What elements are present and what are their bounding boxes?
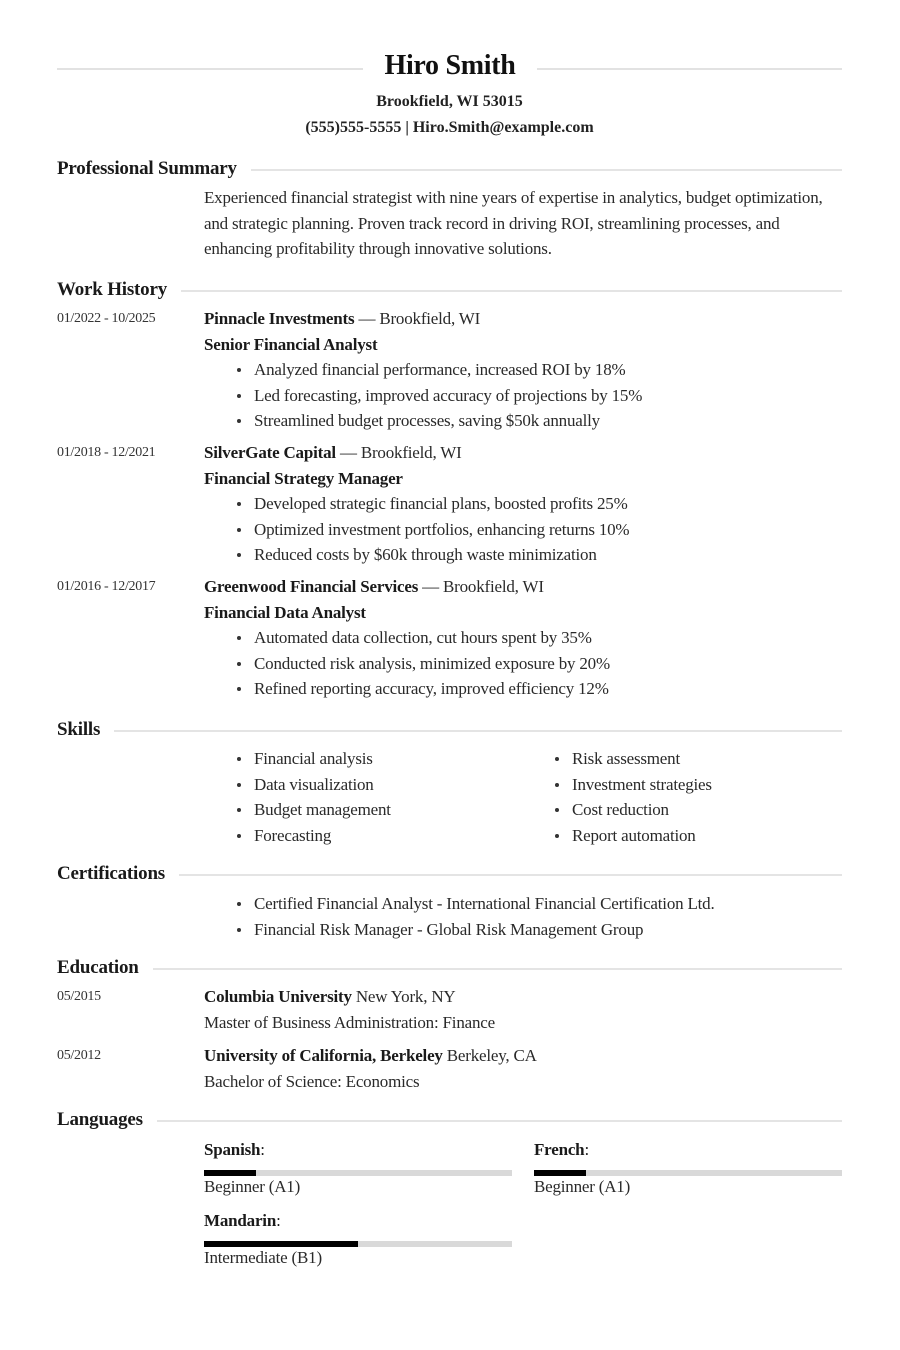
- language-item: [204, 1138, 512, 1198]
- skill-item: Budget management: [204, 797, 522, 823]
- job-location: Brookfield, WI: [379, 309, 481, 328]
- job-bullet: Streamlined budget processes, saving $50k annually: [204, 408, 844, 434]
- job-bullets: [204, 625, 844, 702]
- job-company: Greenwood Financial Services: [204, 577, 419, 596]
- section-skills-header: [57, 718, 842, 742]
- job-heading: [204, 574, 844, 600]
- language-name: Spanish: [204, 1140, 261, 1159]
- language-item: [534, 1138, 842, 1198]
- language-proficiency-bar: [534, 1170, 842, 1176]
- section-title-education: Education: [57, 956, 153, 980]
- education-location: Berkeley, CA: [446, 1046, 537, 1065]
- job-dates: 01/2022 - 10/2025: [57, 311, 156, 326]
- language-proficiency-fill: [534, 1170, 586, 1176]
- language-level: Beginner (A1): [534, 1177, 631, 1196]
- job-bullet: Refined reporting accuracy, improved efficiency 12%: [204, 676, 844, 702]
- section-work-header: [57, 278, 842, 302]
- certification-item: Certified Financial Analyst - International Financial Certification Ltd.: [204, 891, 844, 917]
- job-dash: —: [354, 309, 380, 328]
- education-school: Columbia University: [204, 987, 352, 1006]
- header: [57, 48, 842, 84]
- job-bullets: [204, 491, 844, 568]
- skill-item: Risk assessment: [522, 746, 840, 772]
- skill-item: Cost reduction: [522, 797, 840, 823]
- job-role: Financial Data Analyst: [204, 602, 366, 622]
- skill-item: Report automation: [522, 823, 840, 849]
- skill-item: Data visualization: [204, 772, 522, 798]
- education-degree: Bachelor of Science: Economics: [204, 1071, 420, 1091]
- section-title-skills: Skills: [57, 718, 114, 742]
- job-company: Pinnacle Investments: [204, 309, 355, 328]
- job-company: SilverGate Capital: [204, 443, 336, 462]
- section-summary-header: [57, 157, 842, 181]
- job-entry: [204, 306, 844, 434]
- education-degree: Master of Business Administration: Finance: [204, 1012, 495, 1032]
- job-dash: —: [335, 443, 361, 462]
- job-dates: 01/2018 - 12/2021: [57, 445, 156, 460]
- section-title-work: Work History: [57, 278, 181, 302]
- section-education-header: [57, 956, 842, 980]
- job-role: Senior Financial Analyst: [204, 334, 378, 354]
- section-divider: [57, 1120, 842, 1122]
- job-entry: [204, 574, 844, 702]
- job-bullet: Developed strategic financial plans, boosted profits 25%: [204, 491, 844, 517]
- contact-separator: |: [401, 119, 413, 136]
- language-proficiency-bar: [204, 1170, 512, 1176]
- education-entry: [204, 984, 844, 1035]
- summary-text: Experienced financial strategist with nine years of expertise in analytics, budget optimization, and strategic planning. Proven track record in driving ROI, streamlining processes, and enhancing profitability through innovative solutions.: [204, 188, 823, 259]
- section-divider: [57, 730, 842, 732]
- job-bullet: Reduced costs by $60k through waste minimization: [204, 542, 844, 568]
- skill-item: Financial analysis: [204, 746, 522, 772]
- education-heading: [204, 1043, 844, 1069]
- job-bullet: Conducted risk analysis, minimized exposure by 20%: [204, 651, 844, 677]
- education-date: 05/2015: [57, 989, 101, 1004]
- education-date: 05/2012: [57, 1048, 101, 1063]
- job-entry: [204, 440, 844, 568]
- section-certifications-header: [57, 862, 842, 886]
- section-languages-header: [57, 1108, 842, 1132]
- education-entry: [204, 1043, 844, 1094]
- skill-item: Forecasting: [204, 823, 522, 849]
- job-location: Brookfield, WI: [443, 577, 544, 596]
- certifications-bullets: [204, 891, 844, 942]
- job-bullet: Led forecasting, improved accuracy of projections by 15%: [204, 383, 844, 409]
- language-label: Spanish:: [204, 1140, 265, 1159]
- contact-phone: (555)555-5555: [305, 119, 402, 136]
- job-heading: [204, 440, 844, 466]
- job-bullet: Analyzed financial performance, increased ROI by 18%: [204, 357, 844, 383]
- contact-address: Brookfield, WI 53015: [376, 93, 523, 110]
- job-bullet: Optimized investment portfolios, enhancing returns 10%: [204, 517, 844, 543]
- header-divider-left: [57, 68, 363, 70]
- section-title-certifications: Certifications: [57, 862, 179, 886]
- certification-item: Financial Risk Manager - Global Risk Management Group: [204, 917, 844, 943]
- job-dash: —: [418, 577, 444, 596]
- language-proficiency-bar: [204, 1241, 512, 1247]
- job-location: Brookfield, WI: [360, 443, 462, 462]
- language-proficiency-fill: [204, 1170, 256, 1176]
- job-bullets: [204, 357, 844, 434]
- contact-email: Hiro.Smith@example.com: [412, 119, 594, 136]
- language-name: Mandarin: [204, 1211, 277, 1230]
- skills-column-right: [522, 746, 840, 848]
- job-role: Financial Strategy Manager: [204, 468, 403, 488]
- education-heading: [204, 984, 844, 1010]
- contact-line: [57, 119, 842, 137]
- language-label: French:: [534, 1140, 589, 1159]
- education-school: University of California, Berkeley: [204, 1046, 443, 1065]
- language-name: French: [534, 1140, 585, 1159]
- header-divider-right: [537, 68, 842, 70]
- language-proficiency-fill: [204, 1241, 358, 1247]
- skills-column-left: [204, 746, 522, 848]
- language-label: Mandarin:: [204, 1211, 281, 1230]
- job-bullet: Automated data collection, cut hours spent by 35%: [204, 625, 844, 651]
- language-level: Beginner (A1): [204, 1177, 301, 1196]
- language-item: [204, 1209, 512, 1269]
- skills-list: [204, 746, 844, 848]
- certifications-list: [204, 891, 844, 942]
- job-dates: 01/2016 - 12/2017: [57, 579, 156, 594]
- candidate-name: Hiro Smith: [384, 50, 516, 81]
- education-location: New York, NY: [355, 987, 456, 1006]
- section-title-summary: Professional Summary: [57, 157, 251, 181]
- section-title-languages: Languages: [57, 1108, 157, 1132]
- job-heading: [204, 306, 844, 332]
- section-divider: [57, 968, 842, 970]
- language-level: Intermediate (B1): [204, 1248, 322, 1267]
- skill-item: Investment strategies: [522, 772, 840, 798]
